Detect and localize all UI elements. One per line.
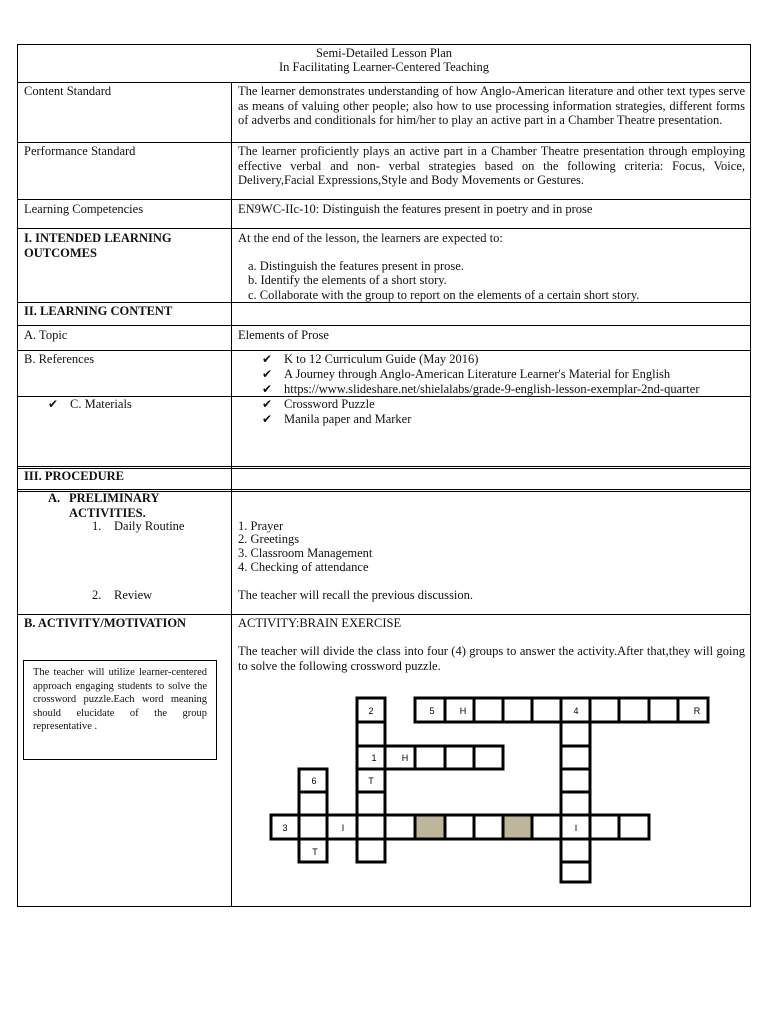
- crossword-cell: [561, 769, 590, 792]
- material-text: Crossword Puzzle: [284, 397, 375, 411]
- row-divider: [17, 466, 751, 467]
- routine-item: 1. Prayer: [238, 519, 284, 533]
- reference-item: [262, 382, 699, 397]
- crossword-cell: [357, 839, 385, 862]
- row-divider: [17, 82, 751, 83]
- crossword-cell: [385, 815, 415, 839]
- materials-label: C. Materials: [70, 397, 132, 411]
- teacher-note-box: [23, 660, 217, 760]
- activity-motivation-label: B. ACTIVITY/MOTIVATION: [24, 616, 187, 630]
- crossword-letter: H: [459, 706, 467, 716]
- reference-item: [262, 367, 670, 382]
- learning-content-label: II. LEARNING CONTENT: [24, 304, 173, 318]
- crossword-cell: [532, 698, 561, 722]
- crossword-cell: [474, 698, 503, 722]
- routine-item: 4. Checking of attendance: [238, 560, 369, 574]
- crossword-cell: [590, 698, 619, 722]
- crossword-cell: [445, 815, 474, 839]
- checkmark-icon: ✔: [262, 397, 273, 411]
- crossword-cell: [357, 792, 385, 815]
- crossword-puzzle: [268, 690, 718, 886]
- checkmark-icon: ✔: [48, 397, 59, 411]
- crossword-cell: [385, 746, 415, 769]
- crossword-cell-shaded: [503, 815, 532, 839]
- teacher-note-text: The teacher will utilize learner-centered approach engaging students to solve the crossword puzzle.Each word meaning should elucidate of the group representative .: [33, 667, 207, 732]
- crossword-letter: T: [368, 776, 374, 786]
- row-divider: [17, 199, 751, 200]
- preliminary-letter: A.: [48, 491, 61, 505]
- checkmark-icon: ✔: [262, 412, 273, 426]
- crossword-cell: [357, 815, 385, 839]
- crossword-cell: [649, 698, 678, 722]
- daily-routine-label: Daily Routine: [114, 519, 185, 533]
- material-text: Manila paper and Marker: [284, 412, 412, 426]
- reference-text: K to 12 Curriculum Guide (May 2016): [284, 352, 479, 366]
- row-divider: [17, 350, 751, 351]
- crossword-cell: [357, 722, 385, 746]
- crossword-cell: [474, 815, 503, 839]
- outcome-item: c. Collaborate with the group to report on the elements of a certain short story.: [248, 288, 640, 302]
- daily-routine-number: 1.: [92, 519, 102, 533]
- review-label: Review: [114, 588, 153, 602]
- column-divider: [231, 82, 232, 907]
- content-standard-label: Content Standard: [24, 84, 112, 98]
- crossword-cell-shaded: [415, 815, 445, 839]
- material-item: [262, 412, 411, 427]
- crossword-letter: I: [341, 823, 345, 833]
- lesson-plan-title: Semi-Detailed Lesson Plan: [315, 46, 453, 60]
- material-item: [262, 397, 375, 412]
- row-divider: [17, 489, 751, 490]
- preliminary-activities-label: PRELIMINARY ACTIVITIES.: [69, 491, 160, 520]
- learning-competencies-text: EN9WC-IIc-10: Distinguish the features present in poetry and in prose: [238, 202, 593, 216]
- reference-text: A Journey through Anglo-American Literature Learner's Material for English: [284, 367, 671, 381]
- row-divider: [17, 142, 751, 143]
- clue-number: 3: [282, 823, 288, 833]
- crossword-cell: [561, 746, 590, 769]
- crossword-letter: I: [574, 823, 578, 833]
- performance-standard-text: The learner proficiently plays an active part in a Chamber Theatre presentation through employing effective verbal and non- verbal strategies based on the following criteria: Focus, Voice, Delivery,Facial Expressions,Style and Body Movements or Gestures.: [238, 144, 745, 187]
- checkmark-icon: ✔: [262, 367, 273, 381]
- outcome-item: a. Distinguish the features present in prose.: [248, 259, 464, 273]
- crossword-cell: [445, 746, 474, 769]
- crossword-cell: [503, 698, 532, 722]
- performance-standard-label: Performance Standard: [24, 144, 136, 158]
- crossword-cell: [532, 815, 561, 839]
- checkmark-icon: ✔: [262, 352, 273, 366]
- row-divider: [17, 325, 751, 326]
- topic-label: A. Topic: [24, 328, 68, 342]
- routine-item: 3. Classroom Management: [238, 546, 373, 560]
- content-standard-text: The learner demonstrates understanding of how Anglo-American literature and other text types serve as means of valuing other people; also how to use processing information strategies, different forms of adverbs and conditionals for him/her to play an active part in a Chamber Theatre presentation.: [238, 84, 745, 127]
- crossword-cell: [561, 792, 590, 815]
- lesson-plan-subtitle: In Facilitating Learner-Centered Teaching: [278, 60, 489, 74]
- outcomes-label: I. INTENDED LEARNING OUTCOMES: [24, 231, 172, 260]
- routine-item: 2. Greetings: [238, 532, 300, 546]
- clue-number: 6: [311, 776, 317, 786]
- clue-number: 1: [371, 753, 377, 763]
- crossword-cell: [561, 839, 590, 862]
- crossword-cell: [590, 815, 619, 839]
- outcomes-intro: At the end of the lesson, the learners are expected to:: [238, 231, 503, 245]
- activity-instructions: The teacher will divide the class into four (4) groups to answer the activity.After that,they will going to solve the following crossword puzzle.: [238, 644, 745, 673]
- topic-value: Elements of Prose: [238, 328, 329, 342]
- crossword-cell: [299, 792, 327, 815]
- clue-number: 4: [573, 706, 579, 716]
- crossword-cell: [561, 722, 590, 746]
- row-divider: [17, 614, 751, 615]
- clue-number: 5: [429, 706, 435, 716]
- crossword-cell: [299, 815, 327, 839]
- crossword-cell: [561, 862, 590, 882]
- review-text: The teacher will recall the previous discussion.: [238, 588, 473, 602]
- crossword-cell: [415, 746, 445, 769]
- crossword-cell: [619, 698, 649, 722]
- crossword-letter: R: [693, 706, 701, 716]
- crossword-cell: [474, 746, 503, 769]
- procedure-label: III. PROCEDURE: [24, 469, 125, 483]
- reference-item: [262, 352, 478, 367]
- crossword-cell: [619, 815, 649, 839]
- crossword-letter: T: [312, 847, 318, 857]
- materials-label-row: [48, 397, 132, 412]
- activity-title: ACTIVITY:BRAIN EXERCISE: [238, 616, 402, 630]
- crossword-letter: H: [401, 753, 409, 763]
- row-divider: [17, 228, 751, 229]
- reference-link: https://www.slideshare.net/shielalabs/grade-9-english-lesson-exemplar-2nd-quarter: [284, 382, 700, 396]
- clue-number: 2: [368, 706, 374, 716]
- checkmark-icon: ✔: [262, 382, 273, 396]
- review-number: 2.: [92, 588, 102, 602]
- outcome-item: b. Identify the elements of a short story.: [248, 273, 447, 287]
- references-label: B. References: [24, 352, 95, 366]
- row-divider: [17, 468, 751, 469]
- learning-competencies-label: Learning Competencies: [24, 202, 144, 216]
